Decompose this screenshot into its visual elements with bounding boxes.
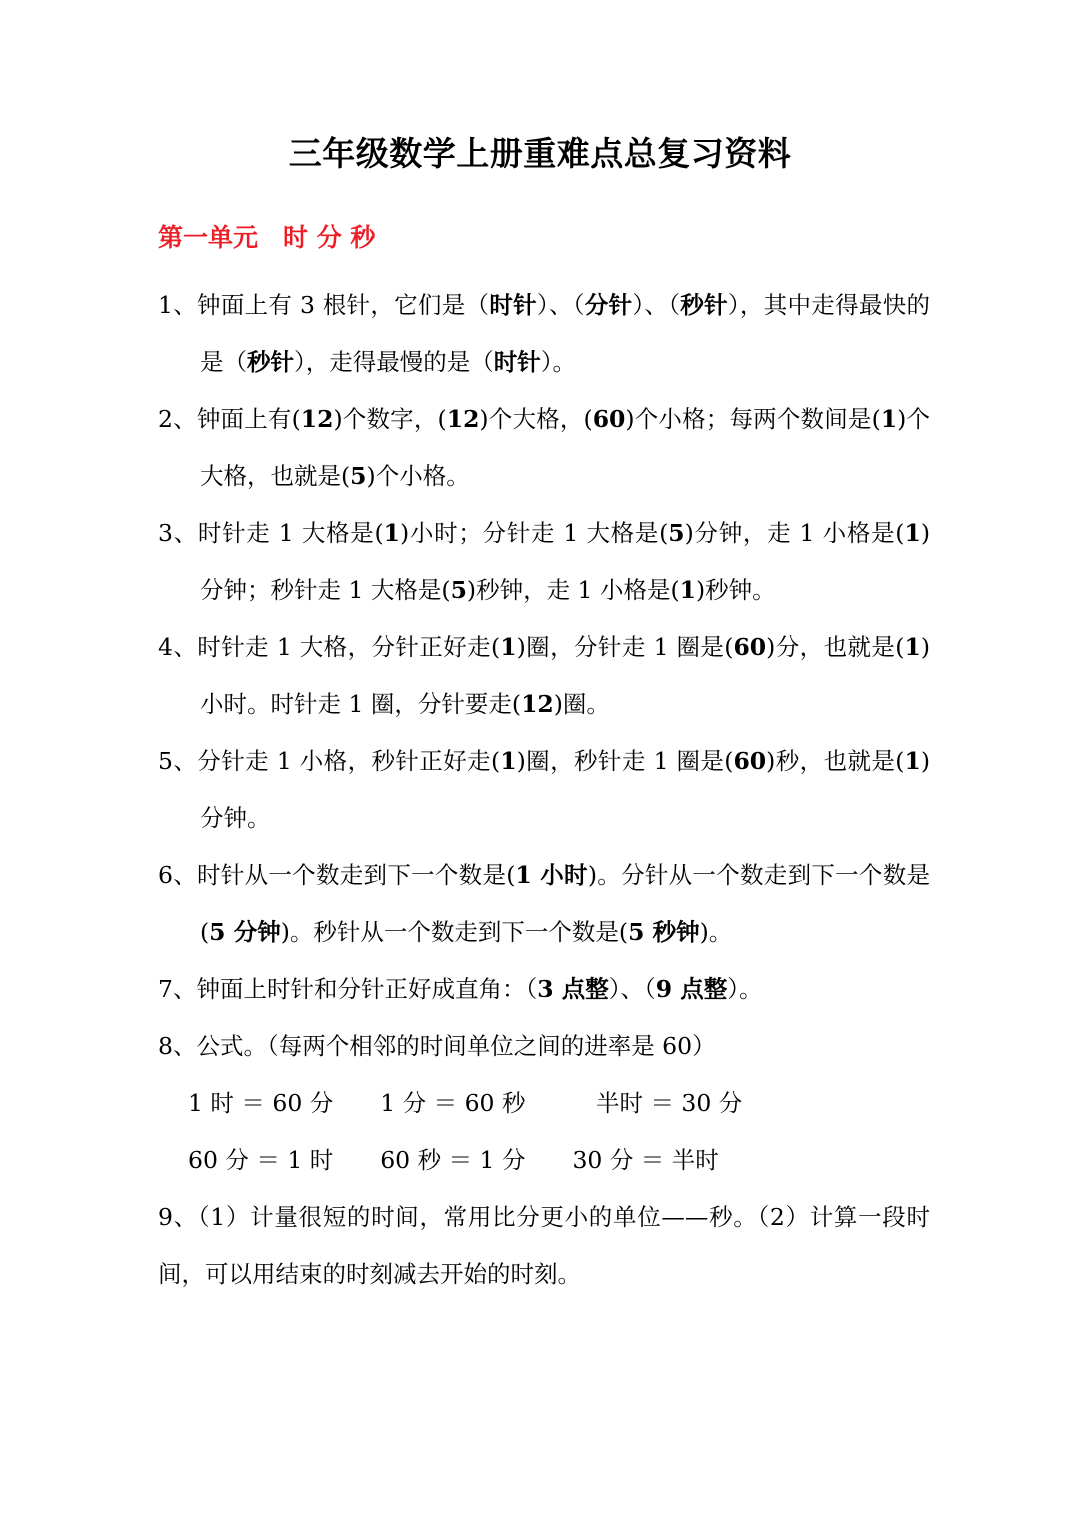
body-content	[158, 277, 930, 1303]
answer-blank: 3 点整	[537, 975, 609, 1003]
answer-blank: 1	[500, 633, 517, 661]
item-number: 2、	[158, 405, 197, 433]
answer-blank: 12	[300, 405, 334, 433]
answer-blank: 时针	[493, 348, 541, 376]
item-number: 1、	[158, 291, 198, 319]
answer-blank: 1	[904, 519, 921, 547]
list-item: 3、时针走 1 大格是(1)小时；分针走 1 大格是(5)分钟，走 1 小格是(1)分钟；秒针走 1 大格是(5)秒钟，走 1 小格是(1)秒钟。	[158, 519, 930, 604]
answer-blank: 1	[904, 633, 921, 661]
answer-blank: 秒针	[680, 291, 728, 319]
answer-blank: 5	[350, 462, 367, 490]
answer-blank: 1	[880, 405, 898, 433]
answer-blank: 5	[668, 519, 685, 547]
list-item: 2、钟面上有(12)个数字，(12)个大格，(60)个小格；每两个数间是(1)个大格，也就是(5)个小格。	[158, 405, 930, 490]
list-item: 7、钟面上时针和分针正好成直角：（3 点整）、（9 点整）。	[158, 975, 763, 1003]
answer-blank: 秒针	[247, 348, 294, 376]
item-number: 8、	[158, 1032, 197, 1060]
page-title: 三年级数学上册重难点总复习资料	[288, 134, 792, 173]
item-number: 6、	[158, 861, 198, 889]
section-heading-unit-1: 第一单元 时 分 秒	[158, 223, 376, 252]
answer-blank: 9 点整	[655, 975, 728, 1003]
answer-blank: 1	[679, 576, 697, 604]
list-item: 8、公式。（每两个相邻的时间单位之间的进率是 60）	[158, 1032, 716, 1060]
answer-blank: 12	[446, 405, 480, 433]
item-number: 7、	[158, 975, 197, 1003]
answer-blank: 5 分钟	[209, 918, 281, 946]
answer-blank: 5	[450, 576, 467, 604]
answer-blank: 1	[904, 747, 921, 775]
answer-blank: 1 小时	[515, 861, 588, 889]
answer-blank: 1	[383, 519, 400, 547]
answer-blank: 60	[592, 405, 626, 433]
formula-line-2: 60 分 ＝ 1 时 60 秒 ＝ 1 分 30 分 ＝ 半时	[188, 1146, 719, 1174]
answer-blank: 60	[733, 747, 767, 775]
answer-blank: 60	[733, 633, 767, 661]
list-item: 5、分针走 1 小格，秒针正好走(1)圈，秒针走 1 圈是(60)秒，也就是(1)分钟。	[158, 747, 931, 832]
item-number: 5、	[158, 747, 198, 775]
answer-blank: 分针	[584, 291, 633, 319]
item-number: 4、	[158, 633, 198, 661]
list-item: 6、时针从一个数走到下一个数是(1 小时)。分针从一个数走到下一个数是(5 分钟)。秒针从一个数走到下一个数是(5 秒钟)。	[158, 861, 931, 946]
item-number: 3、	[158, 519, 198, 547]
answer-blank: 1	[500, 747, 517, 775]
answer-blank: 时针	[489, 291, 537, 319]
list-item: 1、钟面上有 3 根针，它们是（时针）、（分针）、（秒针），其中走得最快的是（秒针），走得最慢的是（时针）。	[158, 291, 930, 376]
list-item: 4、时针走 1 大格，分针正好走(1)圈，分针走 1 圈是(60)分，也就是(1)小时。时针走 1 圈，分针要走(12)圈。	[158, 633, 931, 718]
answer-blank: 5 秒钟	[628, 918, 700, 946]
list-item: 9、（1）计量很短的时间，常用比分更小的单位——秒。（2）计算一段时间，可以用结束的时刻减去开始的时刻。	[158, 1203, 931, 1288]
item-number: 9、	[158, 1203, 198, 1231]
formula-line-1: 1 时 ＝ 60 分 1 分 ＝ 60 秒 半时 ＝ 30 分	[188, 1089, 743, 1117]
answer-blank: 12	[521, 690, 554, 718]
